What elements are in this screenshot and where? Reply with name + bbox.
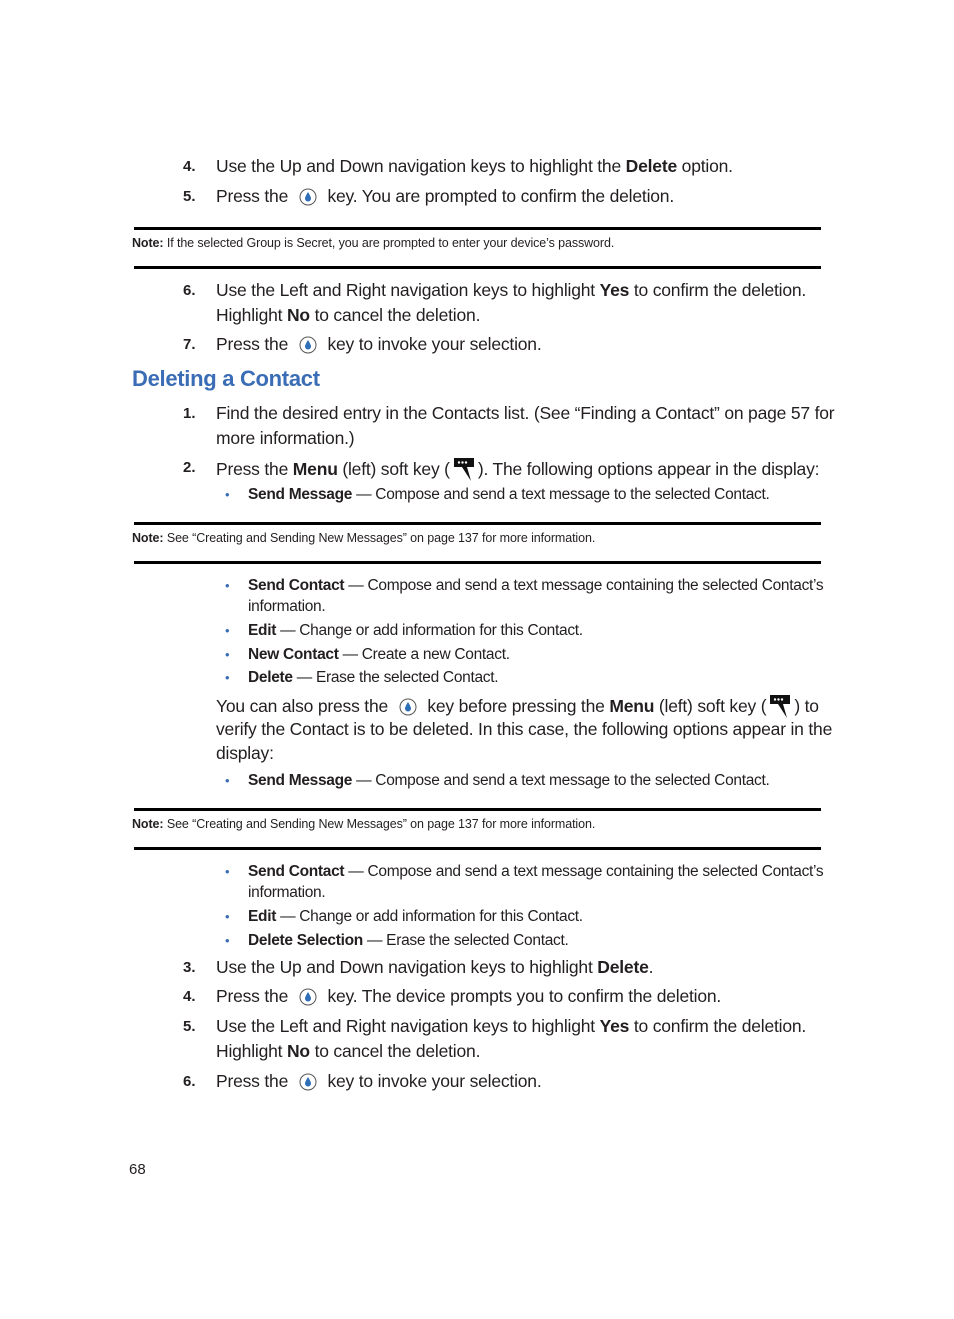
step-number: 4.: [183, 988, 196, 1005]
step-text: Use the Up and Down navigation keys to highlight Delete.: [216, 957, 654, 977]
bullet-dot: •: [225, 933, 230, 948]
bullet-dot: •: [225, 864, 230, 879]
step-number: 5.: [183, 1018, 196, 1035]
section-step-1: [0, 401, 954, 453]
step-text: Use the Up and Down navigation keys to highlight the Delete option.: [216, 156, 733, 176]
bullet-dot: •: [225, 773, 230, 788]
ok-key-icon: [399, 698, 417, 716]
note-rule-top: [134, 522, 821, 525]
section-step-2: [0, 455, 954, 481]
menu-soft-key-icon: [452, 455, 476, 483]
step-text: Press the Menu (left) soft key ( ). The following options appear in the display:: [216, 455, 819, 483]
step-text-line2: Highlight No to cancel the deletion.: [216, 305, 481, 325]
note-rule-bottom: [134, 266, 821, 269]
end-step-6: [0, 1069, 954, 1095]
end-step-3: [0, 955, 954, 981]
step-5-top: [0, 184, 954, 210]
step-text-line1: Use the Left and Right navigation keys to highlight Yes to confirm the deletion.: [216, 1016, 807, 1036]
end-step-5: [0, 1014, 954, 1066]
paragraph-line2: verify the Contact is to be deleted. In this case, the following options appear in the: [216, 719, 833, 739]
step-number: 6.: [183, 1073, 196, 1090]
step-7-top: [0, 332, 954, 358]
bullet-text: Send Contact — Compose and send a text message containing the selected Contact’s: [248, 863, 824, 880]
note-rule-bottom: [134, 561, 821, 564]
end-step-4: [0, 984, 954, 1010]
step-text-line2: Highlight No to cancel the deletion.: [216, 1041, 481, 1061]
bullet-text: Send Contact — Compose and send a text message containing the selected Contact’s: [248, 577, 824, 594]
step-number: 3.: [183, 959, 196, 976]
bullet-text-continued: information.: [248, 598, 326, 615]
bullet-text: Edit — Change or add information for this Contact.: [248, 908, 583, 925]
section-heading: Deleting a Contact: [132, 366, 320, 391]
step-4-top: [0, 154, 954, 180]
ok-key-icon: [299, 336, 317, 354]
ok-key-icon: [299, 188, 317, 206]
step-text-line1: Use the Left and Right navigation keys to highlight Yes to confirm the deletion.: [216, 280, 807, 300]
step-number: 7.: [183, 336, 196, 353]
note-3: Note: See “Creating and Sending New Messages” on page 137 for more information.: [132, 817, 596, 831]
note-rule-top: [134, 227, 821, 230]
bullet-text: Edit — Change or add information for this Contact.: [248, 622, 583, 639]
bullet-dot: •: [225, 487, 230, 502]
bullet-dot: •: [225, 578, 230, 593]
bullet-text-continued: information.: [248, 884, 326, 901]
bullet-text: New Contact — Create a new Contact.: [248, 646, 510, 663]
bullet-dot: •: [225, 909, 230, 924]
note-2: Note: See “Creating and Sending New Messages” on page 137 for more information.: [132, 531, 596, 545]
bullet-dot: •: [225, 623, 230, 638]
bullet-text: Send Message — Compose and send a text message to the selected Contact.: [248, 772, 770, 789]
step-number: 6.: [183, 282, 196, 299]
also-paragraph: [0, 692, 954, 767]
bullet-dot: •: [225, 647, 230, 662]
bullet-text: Delete Selection — Erase the selected Contact.: [248, 932, 569, 949]
bullet-dot: •: [225, 670, 230, 685]
step-text-line2: more information.): [216, 428, 355, 448]
ok-key-icon: [299, 988, 317, 1006]
bullet-text: Delete — Erase the selected Contact.: [248, 669, 499, 686]
paragraph-line1: You can also press the key before pressing the Menu (left) soft key ( ) to: [216, 692, 819, 720]
paragraph-line3: display:: [216, 743, 274, 763]
bullet-text: Send Message — Compose and send a text message to the selected Contact.: [248, 486, 770, 503]
step-number: 4.: [183, 158, 196, 175]
step-text: Press the key to invoke your selection.: [216, 1071, 542, 1091]
step-text: Press the key. The device prompts you to confirm the deletion.: [216, 986, 722, 1006]
note-rule-bottom: [134, 847, 821, 850]
note-rule-top: [134, 808, 821, 811]
step-number: 1.: [183, 405, 196, 422]
step-text-line1: Find the desired entry in the Contacts list. (See “Finding a Contact” on page 57 for: [216, 403, 835, 423]
step-number: 2.: [183, 459, 196, 476]
ok-key-icon: [299, 1073, 317, 1091]
menu-soft-key-icon: [768, 692, 792, 720]
note-1: Note: If the selected Group is Secret, you are prompted to enter your device’s password.: [132, 236, 615, 250]
step-text: Press the key to invoke your selection.: [216, 334, 542, 354]
step-text: Press the key. You are prompted to confirm the deletion.: [216, 186, 674, 206]
step-number: 5.: [183, 188, 196, 205]
step-6-top: [0, 278, 954, 330]
page-number: 68: [129, 1161, 146, 1178]
